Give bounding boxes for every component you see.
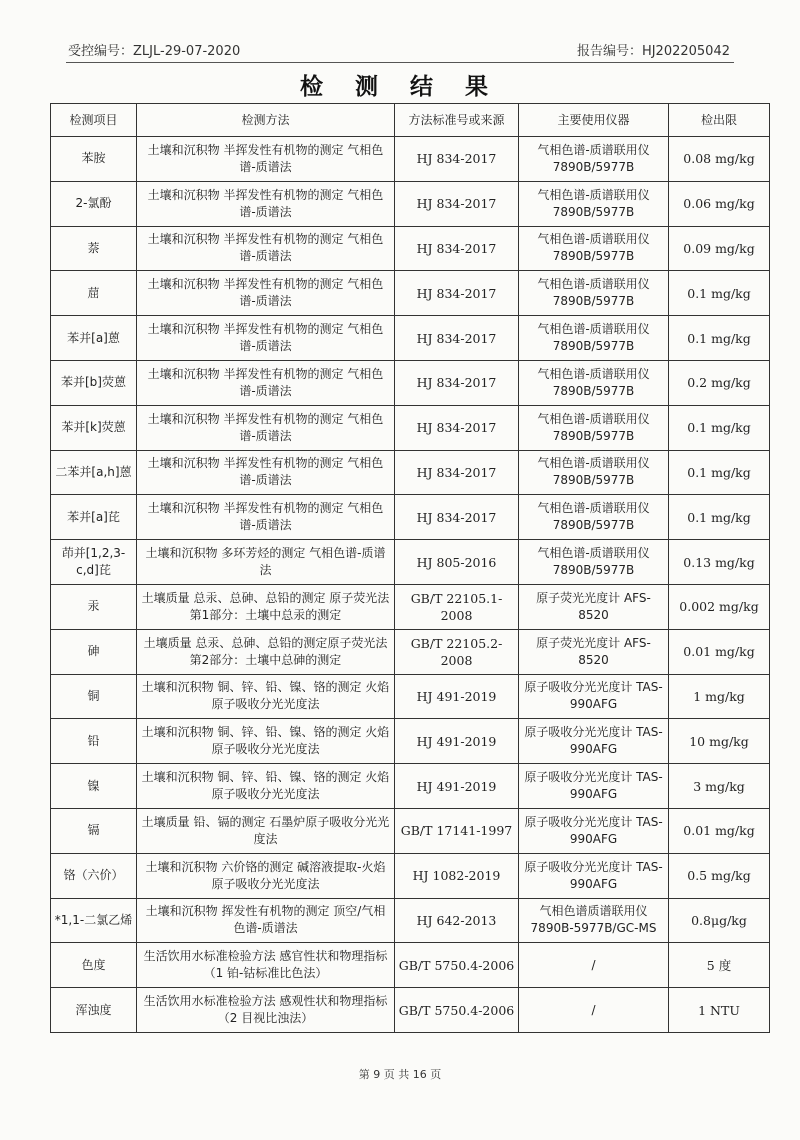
cell-standard: HJ 834-2017 — [395, 181, 519, 226]
table-row — [51, 808, 770, 853]
cell-item: 汞 — [51, 584, 137, 629]
cell-standard: HJ 491-2019 — [395, 674, 519, 719]
cell-item: 浑浊度 — [51, 988, 137, 1033]
col-header-method: 检测方法 — [137, 104, 395, 137]
cell-method: 土壤和沉积物 多环芳烃的测定 气相色谱-质谱法 — [137, 540, 395, 585]
cell-method: 生活饮用水标准检验方法 感官性状和物理指标（1 铂-钴标准比色法） — [137, 943, 395, 988]
cell-standard: HJ 805-2016 — [395, 540, 519, 585]
table-row — [51, 719, 770, 764]
table-row — [51, 495, 770, 540]
cell-instrument: 气相色谱-质谱联用仪 7890B/5977B — [519, 450, 669, 495]
cell-method: 土壤和沉积物 半挥发性有机物的测定 气相色谱-质谱法 — [137, 360, 395, 405]
col-header-instrument: 主要使用仪器 — [519, 104, 669, 137]
cell-standard: HJ 1082-2019 — [395, 853, 519, 898]
cell-item: 镍 — [51, 764, 137, 809]
cell-method: 土壤和沉积物 半挥发性有机物的测定 气相色谱-质谱法 — [137, 495, 395, 540]
cell-limit: 1 NTU — [669, 988, 770, 1033]
cell-instrument: 气相色谱-质谱联用仪 7890B/5977B — [519, 540, 669, 585]
cell-limit: 1 mg/kg — [669, 674, 770, 719]
table-row — [51, 629, 770, 674]
cell-standard: HJ 834-2017 — [395, 271, 519, 316]
cell-item: 䓛 — [51, 271, 137, 316]
cell-item: 色度 — [51, 943, 137, 988]
cell-method: 土壤质量 铅、镉的测定 石墨炉原子吸收分光光度法 — [137, 808, 395, 853]
cell-limit: 0.08 mg/kg — [669, 137, 770, 182]
table-row — [51, 137, 770, 182]
cell-method: 土壤和沉积物 半挥发性有机物的测定 气相色谱-质谱法 — [137, 137, 395, 182]
cell-instrument: 原子吸收分光光度计 TAS-990AFG — [519, 719, 669, 764]
col-header-standard: 方法标准号或来源 — [395, 104, 519, 137]
cell-item: 苯并[b]荧蒽 — [51, 360, 137, 405]
table-row — [51, 226, 770, 271]
cell-standard: HJ 834-2017 — [395, 450, 519, 495]
cell-limit: 0.1 mg/kg — [669, 405, 770, 450]
cell-instrument: 气相色谱-质谱联用仪 7890B/5977B — [519, 316, 669, 361]
cell-standard: HJ 834-2017 — [395, 405, 519, 450]
cell-instrument: / — [519, 943, 669, 988]
cell-standard: HJ 491-2019 — [395, 764, 519, 809]
table-row — [51, 450, 770, 495]
cell-item: 苯并[a]蒽 — [51, 316, 137, 361]
cell-method: 土壤和沉积物 铜、锌、铅、镍、铬的测定 火焰原子吸收分光光度法 — [137, 674, 395, 719]
table-row — [51, 316, 770, 361]
cell-instrument: 原子吸收分光光度计 TAS-990AFG — [519, 674, 669, 719]
table-row — [51, 584, 770, 629]
table-row — [51, 674, 770, 719]
cell-limit: 0.01 mg/kg — [669, 629, 770, 674]
cell-limit: 0.1 mg/kg — [669, 271, 770, 316]
cell-item: 茚并[1,2,3-c,d]芘 — [51, 540, 137, 585]
cell-item: 二苯并[a,h]蒽 — [51, 450, 137, 495]
col-header-limit: 检出限 — [669, 104, 770, 137]
cell-limit: 3 mg/kg — [669, 764, 770, 809]
cell-instrument: 气相色谱-质谱联用仪 7890B/5977B — [519, 181, 669, 226]
cell-method: 土壤和沉积物 半挥发性有机物的测定 气相色谱-质谱法 — [137, 226, 395, 271]
cell-instrument: 气相色谱-质谱联用仪 7890B/5977B — [519, 360, 669, 405]
cell-item: 铅 — [51, 719, 137, 764]
cell-limit: 0.01 mg/kg — [669, 808, 770, 853]
header-divider — [66, 62, 734, 63]
cell-standard: GB/T 17141-1997 — [395, 808, 519, 853]
cell-instrument: 气相色谱-质谱联用仪 7890B/5977B — [519, 137, 669, 182]
cell-standard: HJ 834-2017 — [395, 137, 519, 182]
cell-standard: HJ 834-2017 — [395, 316, 519, 361]
cell-limit: 10 mg/kg — [669, 719, 770, 764]
cell-limit: 0.1 mg/kg — [669, 316, 770, 361]
cell-instrument: 原子吸收分光光度计 TAS-990AFG — [519, 853, 669, 898]
cell-standard: GB/T 5750.4-2006 — [395, 943, 519, 988]
table-header-row — [51, 104, 770, 137]
cell-item: *1,1-二氯乙烯 — [51, 898, 137, 943]
page-footer: 第 9 页 共 16 页 — [358, 1068, 442, 1081]
cell-method: 土壤和沉积物 铜、锌、铅、镍、铬的测定 火焰原子吸收分光光度法 — [137, 764, 395, 809]
report-number: 报告编号：HJ202205042 — [576, 44, 730, 59]
table-row — [51, 988, 770, 1033]
table-row — [51, 853, 770, 898]
cell-limit: 0.1 mg/kg — [669, 450, 770, 495]
cell-standard: GB/T 22105.2-2008 — [395, 629, 519, 674]
table-row — [51, 898, 770, 943]
cell-instrument: 气相色谱-质谱联用仪 7890B/5977B — [519, 271, 669, 316]
table-row — [51, 540, 770, 585]
table-row — [51, 943, 770, 988]
cell-instrument: 原子荧光光度计 AFS-8520 — [519, 584, 669, 629]
cell-method: 土壤质量 总汞、总砷、总铅的测定 原子荧光法 第1部分：土壤中总汞的测定 — [137, 584, 395, 629]
cell-item: 2-氯酚 — [51, 181, 137, 226]
cell-limit: 0.2 mg/kg — [669, 360, 770, 405]
cell-item: 铜 — [51, 674, 137, 719]
cell-method: 土壤和沉积物 半挥发性有机物的测定 气相色谱-质谱法 — [137, 271, 395, 316]
cell-limit: 0.002 mg/kg — [669, 584, 770, 629]
cell-standard: HJ 834-2017 — [395, 226, 519, 271]
cell-method: 土壤质量 总汞、总砷、总铅的测定原子荧光法 第2部分：土壤中总砷的测定 — [137, 629, 395, 674]
cell-limit: 0.13 mg/kg — [669, 540, 770, 585]
cell-standard: GB/T 22105.1-2008 — [395, 584, 519, 629]
col-header-item: 检测项目 — [51, 104, 137, 137]
cell-item: 镉 — [51, 808, 137, 853]
cell-standard: GB/T 5750.4-2006 — [395, 988, 519, 1033]
cell-method: 土壤和沉积物 半挥发性有机物的测定 气相色谱-质谱法 — [137, 450, 395, 495]
cell-instrument: 气相色谱-质谱联用仪 7890B/5977B — [519, 495, 669, 540]
cell-limit: 0.5 mg/kg — [669, 853, 770, 898]
table-row — [51, 271, 770, 316]
cell-instrument: 气相色谱-质谱联用仪 7890B/5977B — [519, 226, 669, 271]
cell-limit: 0.06 mg/kg — [669, 181, 770, 226]
cell-item: 铬（六价） — [51, 853, 137, 898]
cell-item: 砷 — [51, 629, 137, 674]
table-row — [51, 405, 770, 450]
cell-standard: HJ 491-2019 — [395, 719, 519, 764]
cell-method: 生活饮用水标准检验方法 感观性状和物理指标（2 目视比浊法） — [137, 988, 395, 1033]
cell-limit: 0.1 mg/kg — [669, 495, 770, 540]
cell-instrument: 气相色谱-质谱联用仪 7890B/5977B — [519, 405, 669, 450]
cell-method: 土壤和沉积物 半挥发性有机物的测定 气相色谱-质谱法 — [137, 181, 395, 226]
cell-item: 苯胺 — [51, 137, 137, 182]
cell-item: 萘 — [51, 226, 137, 271]
cell-standard: HJ 834-2017 — [395, 360, 519, 405]
cell-limit: 5 度 — [669, 943, 770, 988]
cell-item: 苯并[a]芘 — [51, 495, 137, 540]
cell-limit: 0.8μg/kg — [669, 898, 770, 943]
cell-item: 苯并[k]荧蒽 — [51, 405, 137, 450]
table-row — [51, 764, 770, 809]
cell-method: 土壤和沉积物 挥发性有机物的测定 顶空/气相色谱-质谱法 — [137, 898, 395, 943]
cell-instrument: / — [519, 988, 669, 1033]
cell-instrument: 原子荧光光度计 AFS-8520 — [519, 629, 669, 674]
cell-limit: 0.09 mg/kg — [669, 226, 770, 271]
page-title: 检 测 结 果 — [299, 74, 501, 100]
table-row — [51, 181, 770, 226]
cell-method: 土壤和沉积物 半挥发性有机物的测定 气相色谱-质谱法 — [137, 316, 395, 361]
cell-instrument: 气相色谱质谱联用仪 7890B-5977B/GC-MS — [519, 898, 669, 943]
cell-instrument: 原子吸收分光光度计 TAS-990AFG — [519, 764, 669, 809]
cell-method: 土壤和沉积物 半挥发性有机物的测定 气相色谱-质谱法 — [137, 405, 395, 450]
cell-standard: HJ 834-2017 — [395, 495, 519, 540]
table-row — [51, 360, 770, 405]
results-table — [50, 103, 770, 1033]
cell-method: 土壤和沉积物 六价铬的测定 碱溶液提取-火焰原子吸收分光光度法 — [137, 853, 395, 898]
cell-method: 土壤和沉积物 铜、锌、铅、镍、铬的测定 火焰原子吸收分光光度法 — [137, 719, 395, 764]
cell-standard: HJ 642-2013 — [395, 898, 519, 943]
control-number: 受控编号：ZLJL-29-07-2020 — [68, 44, 241, 59]
cell-instrument: 原子吸收分光光度计 TAS-990AFG — [519, 808, 669, 853]
